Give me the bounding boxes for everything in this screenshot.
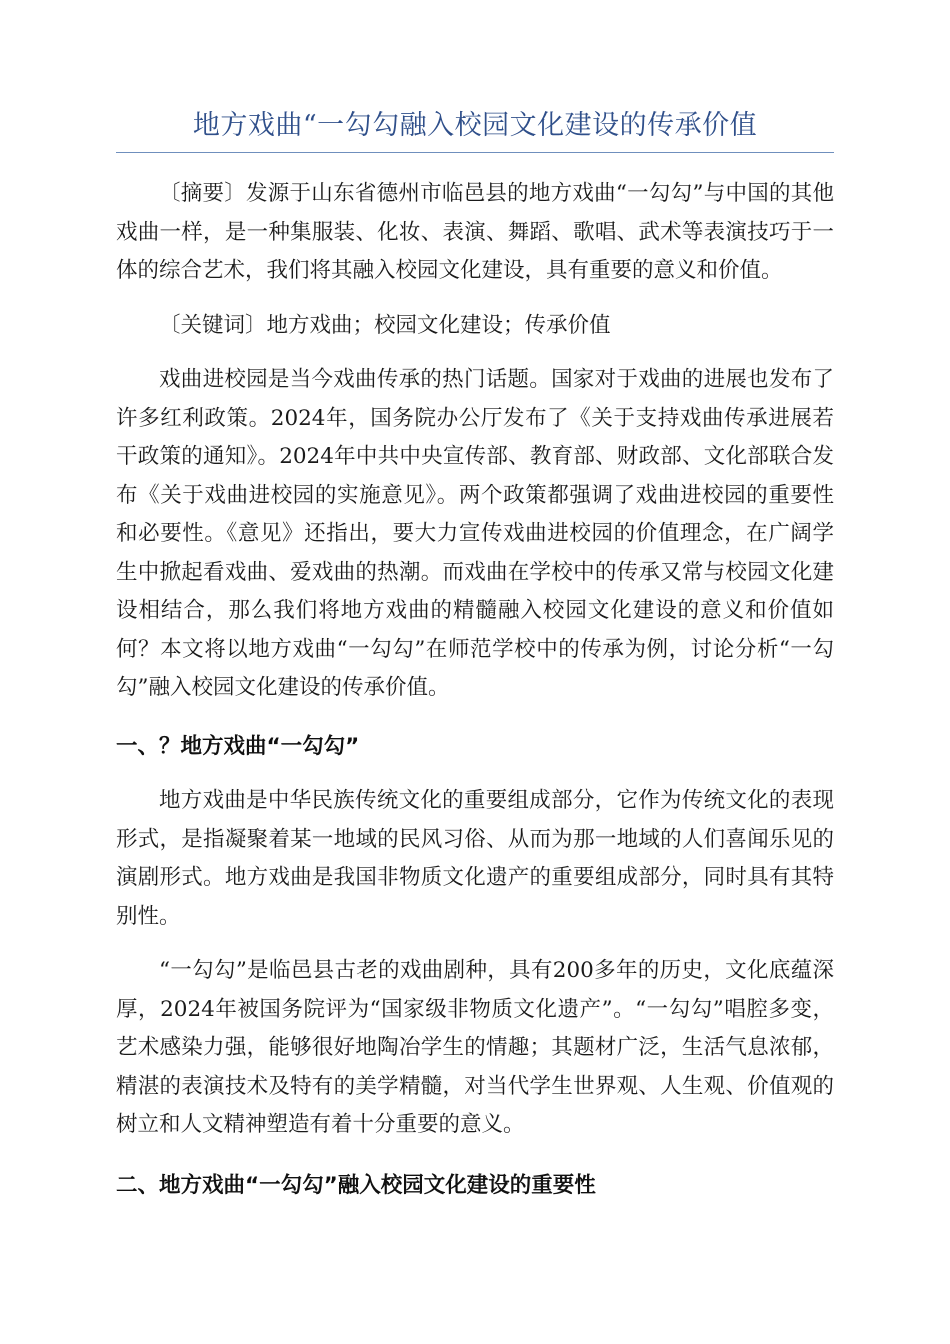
intro-paragraph: 戏曲进校园是当今戏曲传承的热门话题。国家对于戏曲的进展也发布了许多红利政策。2024年，国务院办公厅发布了《关于支持戏曲传承进展若干政策的通知》。2024年中共中央宣传部、教育部、财政部、文化部联合发布《关于戏曲进校园的实施意见》。两个政策都强调了戏曲进校园的重要性和必要性。《意见》还指出，要大力宣传戏曲进校园的价值理念，在广阔学生中掀起看戏曲、爱戏曲的热潮。而戏曲在学校中的传承又常与校园文化建设相结合，那么我们将地方戏曲的精髓融入校园文化建设的意义和价值如何？本文将以地方戏曲“一勾勾”在师范学校中的传承为例，讨论分析“一勾勾”融入校园文化建设的传承价值。: [116, 367, 834, 700]
section-1-paragraph-2: “一勾勾”是临邑县古老的戏曲剧种，具有200多年的历史，文化底蕴深厚，2024年被国务院评为“国家级非物质文化遗产”。“一勾勾”唱腔多变，艺术感染力强，能够很好地陶冶学生的情趣；其题材广泛，生活气息浓郁，精湛的表演技术及特有的美学精髓，对当代学生世界观、人生观、价值观的树立和人文精神塑造有着十分重要的意义。: [116, 958, 834, 1137]
section-2-heading: 二、地方戏曲“一勾勾”融入校园文化建设的重要性: [116, 1172, 596, 1198]
abstract-paragraph: 〔摘要〕发源于山东省德州市临邑县的地方戏曲“一勾勾”与中国的其他戏曲一样，是一种集服装、化妆、表演、舞蹈、歌唱、武术等表演技巧于一体的综合艺术，我们将其融入校园文化建设，具有重要的意义和价值。: [116, 181, 834, 283]
section-1-paragraph-1: 地方戏曲是中华民族传统文化的重要组成部分，它作为传统文化的表现形式，是指凝聚着某一地域的民风习俗、从而为那一地域的人们喜闻乐见的演剧形式。地方戏曲是我国非物质文化遗产的重要组成部分，同时具有其特别性。: [116, 788, 834, 929]
document-title: 地方戏曲“一勾勾融入校园文化建设的传承价值: [116, 104, 834, 153]
section-1-heading: 一、？地方戏曲“一勾勾”: [116, 733, 360, 759]
document-page: [116, 104, 834, 1205]
keywords-paragraph: 〔关键词〕地方戏曲；校园文化建设；传承价值: [159, 312, 611, 338]
